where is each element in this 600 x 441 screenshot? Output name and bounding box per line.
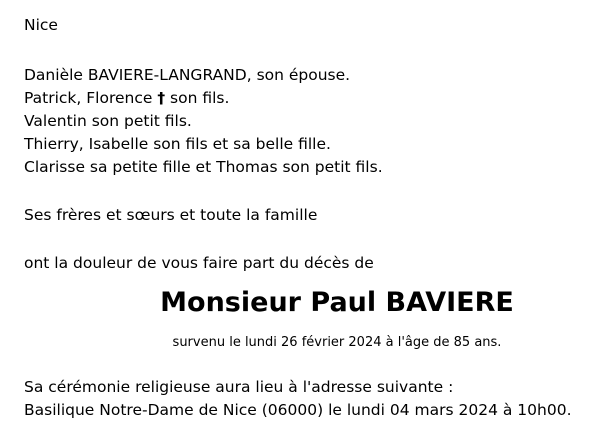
ceremony-location-date: Basilique Notre-Dame de Nice (06000) le lundi 04 mars 2024 à 10h00. xyxy=(24,401,572,419)
siblings-line: Ses frères et sœurs et toute la famille xyxy=(24,206,318,224)
family-line-grandchildren: Clarisse sa petite fille et Thomas son petit fils. xyxy=(24,158,383,176)
family-line-children-names: Patrick, Florence xyxy=(24,89,153,107)
family-line-children-relation: son fils. xyxy=(165,89,230,107)
city-heading: Nice xyxy=(24,16,58,34)
family-line-son-daughter-in-law: Thierry, Isabelle son fils et sa belle fille. xyxy=(24,135,331,153)
family-line-grandson: Valentin son petit fils. xyxy=(24,112,192,130)
deceased-name: Monsieur Paul BAVIERE xyxy=(160,287,514,318)
deceased-cross-icon: † xyxy=(157,89,166,107)
family-line-children xyxy=(24,89,229,107)
ceremony-intro: Sa cérémonie religieuse aura lieu à l'adresse suivante : xyxy=(24,378,454,396)
family-line-spouse: Danièle BAVIERE-LANGRAND, son épouse. xyxy=(24,66,351,84)
announcement-line: ont la douleur de vous faire part du décès de xyxy=(24,254,374,272)
death-date-age: survenu le lundi 26 février 2024 à l'âge de 85 ans. xyxy=(172,335,502,350)
